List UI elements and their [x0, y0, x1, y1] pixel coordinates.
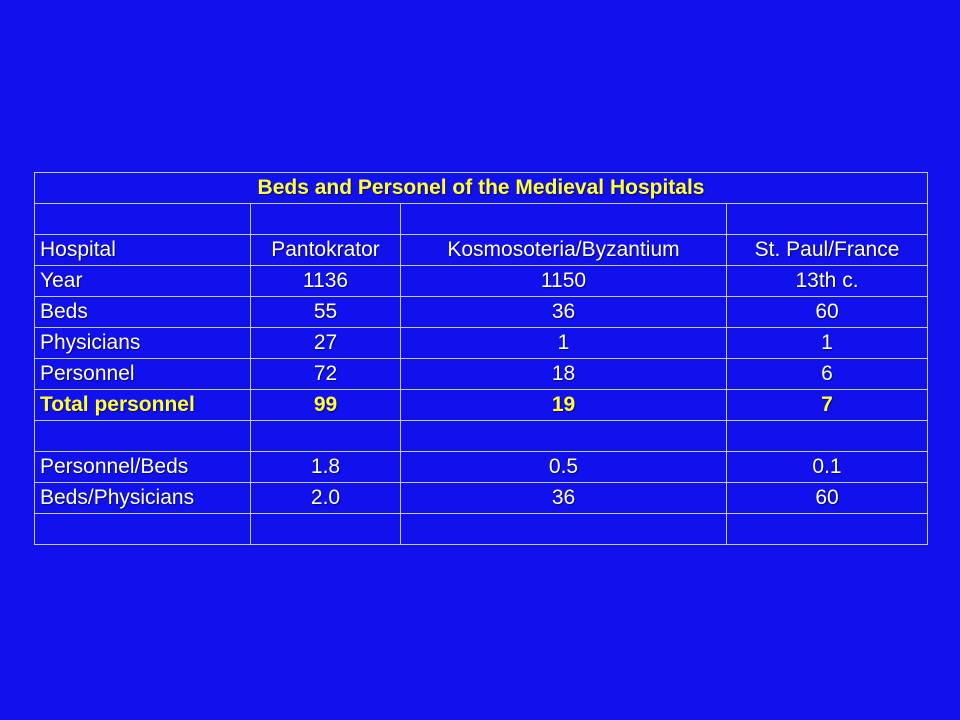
- table-row: [35, 359, 928, 390]
- spacer-row: [35, 204, 928, 235]
- table-cell: 1: [727, 328, 928, 359]
- table-cell: 6: [727, 359, 928, 390]
- table-row: [35, 328, 928, 359]
- spacer-row: [35, 421, 928, 452]
- table-cell: 1136: [251, 266, 401, 297]
- table-row: [35, 452, 928, 483]
- table-cell: 99: [251, 390, 401, 421]
- table-cell: 1150: [401, 266, 727, 297]
- row-label: Personnel: [35, 359, 251, 390]
- header-row: [35, 235, 928, 266]
- table-cell: 1.8: [251, 452, 401, 483]
- hospitals-table: [34, 172, 928, 545]
- spacer-row: [35, 514, 928, 545]
- table-cell: 2.0: [251, 483, 401, 514]
- table-cell: 36: [401, 483, 727, 514]
- table-title: Beds and Personel of the Medieval Hospitals: [35, 173, 928, 204]
- table-cell: 60: [727, 297, 928, 328]
- table-cell: 36: [401, 297, 727, 328]
- total-row: [35, 390, 928, 421]
- row-label: Personnel/Beds: [35, 452, 251, 483]
- table-row: [35, 297, 928, 328]
- table-cell: 13th c.: [727, 266, 928, 297]
- table-cell: 18: [401, 359, 727, 390]
- table-cell: 55: [251, 297, 401, 328]
- header-pantokrator: Pantokrator: [251, 235, 401, 266]
- header-hospital: Hospital: [35, 235, 251, 266]
- row-label: Beds/Physicians: [35, 483, 251, 514]
- table-cell: 72: [251, 359, 401, 390]
- table-cell: 60: [727, 483, 928, 514]
- table-cell: 0.5: [401, 452, 727, 483]
- table-cell: 1: [401, 328, 727, 359]
- table-cell: 0.1: [727, 452, 928, 483]
- row-label: Beds: [35, 297, 251, 328]
- row-label: Year: [35, 266, 251, 297]
- year-row: [35, 266, 928, 297]
- table-cell: 19: [401, 390, 727, 421]
- table-title-row: [35, 173, 928, 204]
- header-kosmosoteria: Kosmosoteria/Byzantium: [401, 235, 727, 266]
- header-st-paul: St. Paul/France: [727, 235, 928, 266]
- table-row: [35, 483, 928, 514]
- row-label: Total personnel: [35, 390, 251, 421]
- table-cell: 27: [251, 328, 401, 359]
- table-cell: 7: [727, 390, 928, 421]
- row-label: Physicians: [35, 328, 251, 359]
